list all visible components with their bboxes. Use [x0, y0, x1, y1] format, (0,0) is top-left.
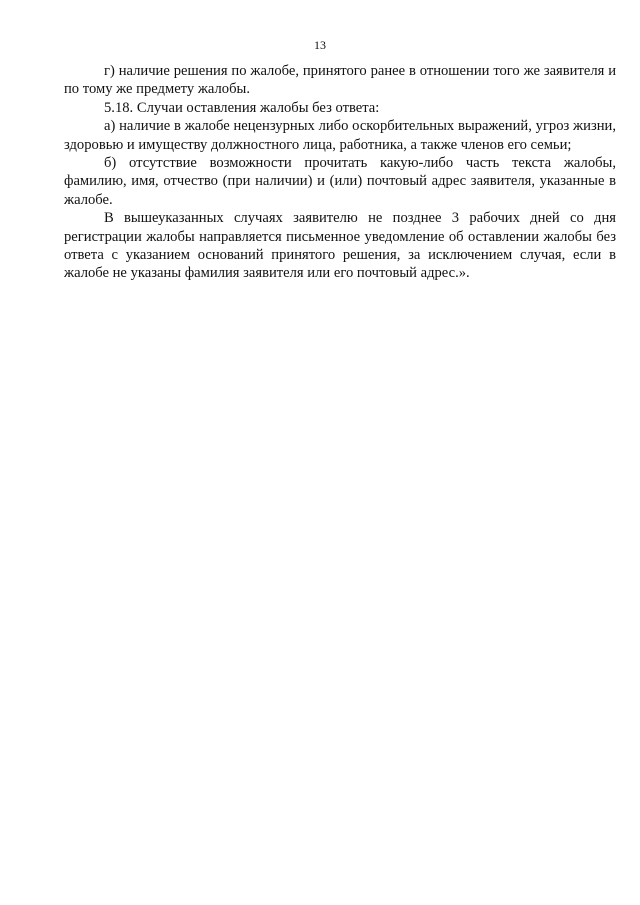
paragraph-item-g: г) наличие решения по жалобе, принятого ранее в отношении того же заявителя и по тому же предмету жалобы.: [64, 63, 616, 98]
paragraph-item-a: а) наличие в жалобе нецензурных либо оскорбительных выражений, угроз жизни, здоровью и имуществу должностного лица, работника, а также членов его семьи;: [64, 118, 616, 153]
page-number: 13: [314, 38, 326, 52]
paragraph-conclusion: В вышеуказанных случаях заявителю не позднее 3 рабочих дней со дня регистрации жалобы направляется письменное уведомление об оставлении жалобы без ответа с указанием оснований принятого решения, за исключением случая, если в жалобе не указаны фамилия заявителя или его почтовый адрес.».: [64, 210, 616, 282]
document-body: [64, 62, 616, 283]
paragraph-item-b: б) отсутствие возможности прочитать какую-либо часть текста жалобы, фамилию, имя, отчество (при наличии) и (или) почтовый адрес заявителя, указанные в жалобе.: [64, 155, 616, 208]
paragraph-section-5-18: 5.18. Случаи оставления жалобы без ответа:: [104, 99, 380, 116]
